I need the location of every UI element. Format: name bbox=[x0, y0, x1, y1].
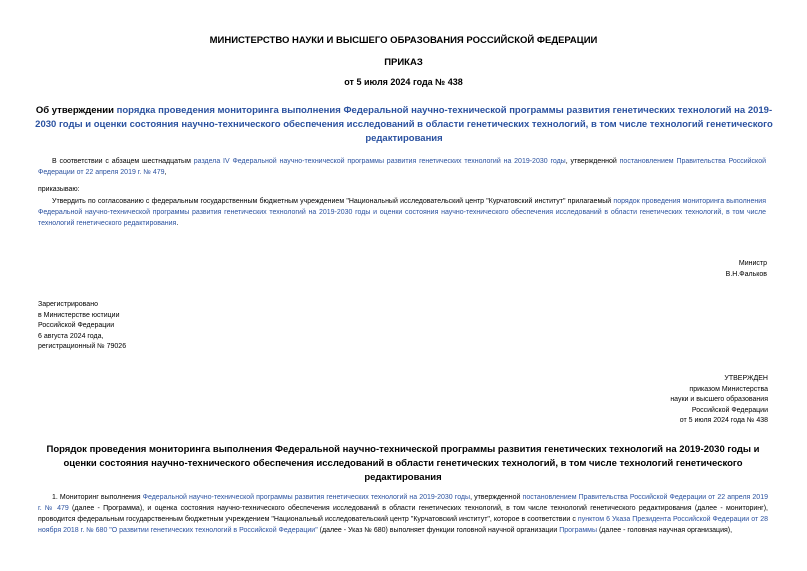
preamble-text-1: В соответствии с абзацем шестнадцатым bbox=[52, 158, 194, 165]
ministry-heading: МИНИСТЕРСТВО НАУКИ И ВЫСШЕГО ОБРАЗОВАНИЯ РОССИЙСКОЙ ФЕДЕРАЦИИ bbox=[209, 35, 598, 46]
preamble-text-3: , bbox=[164, 169, 167, 176]
presidential-decree-link[interactable]: пунктом 6 Указа Президента Российской Федерации от 28 ноября 2018 г. № 680 "О развитии генетических технологий в Российской Федерации" bbox=[38, 516, 768, 534]
program-link[interactable]: Федеральной научно-технической программы развития генетических технологий на 2019-2030 годы bbox=[142, 494, 471, 501]
registration-line: 6 августа 2024 года, bbox=[38, 332, 104, 340]
preamble-paragraph bbox=[38, 156, 766, 178]
procedure-text-5: (далее - головная научная организация), bbox=[597, 527, 733, 534]
government-decree-link[interactable]: постановлением Правительства Российской Федерации от 22 апреля 2019 г. № 479 bbox=[38, 494, 768, 512]
procedure-text-2: , утвержденной bbox=[470, 494, 523, 501]
registration-line: регистрационный № 79026 bbox=[38, 343, 127, 350]
registration-block bbox=[38, 300, 238, 353]
approval-line: науки и высшего образования bbox=[670, 396, 768, 403]
preamble-text-2: , утвержденной bbox=[565, 158, 620, 165]
approval-line: приказом Министерства bbox=[689, 385, 768, 393]
order-title-prefix: Об утверждении bbox=[35, 105, 117, 116]
procedure-link[interactable]: порядок проведения мониторинга выполнения Федеральной научно-технической программы развития генетических технологий на 2019-2030 годы и оценки состояния научно-технического обеспечения исследований в области генетических технологий, в том числе технологий генетического редактирования bbox=[38, 198, 766, 227]
registration-line: в Министерстве юстиции bbox=[38, 311, 120, 319]
procedure-text-1: 1. Мониторинг выполнения bbox=[52, 494, 143, 501]
program-short-link[interactable]: Программы bbox=[559, 527, 598, 534]
approval-line: УТВЕРЖДЕН bbox=[724, 375, 768, 382]
registration-line: Зарегистрировано bbox=[38, 301, 98, 308]
procedure-text-4: (далее - Указ № 680) выполняет функции головной научной организации bbox=[317, 527, 560, 534]
signature-position: Министр bbox=[738, 260, 767, 267]
approval-line: от 5 июля 2024 года № 438 bbox=[679, 417, 768, 424]
document-type: ПРИКАЗ bbox=[384, 57, 423, 68]
signature-block bbox=[640, 258, 767, 280]
approval-block bbox=[560, 374, 768, 427]
signature-name: В.Н.Фальков bbox=[725, 271, 767, 278]
approve-text-2: . bbox=[176, 220, 179, 227]
order-directive: приказываю: bbox=[38, 186, 80, 193]
procedure-paragraph-1 bbox=[38, 492, 768, 536]
order-title bbox=[28, 104, 780, 146]
procedure-title: Порядок проведения мониторинга выполнения Федеральной научно-технической программы развития генетических технологий на 2019-2030 годы и оценки состояния научно-технического обеспечения исследований в области генетических технологий, в том числе технологий генетического редактирования bbox=[46, 444, 760, 483]
program-section-link[interactable]: раздела IV Федеральной научно-технической программы развития генетических технологий на 2019-2030 годы bbox=[193, 158, 566, 165]
order-title-link[interactable]: порядка проведения мониторинга выполнения Федеральной научно-технической программы развития генетических технологий на 2019-2030 годы и оценки состояния научно-технического обеспечения исследований в области генетических технологий, в том числе технологий генетического редактирования bbox=[35, 105, 773, 144]
government-decree-link[interactable]: постановлением Правительства Российской Федерации от 22 апреля 2019 г. № 479 bbox=[38, 158, 766, 176]
registration-line: Российской Федерации bbox=[38, 322, 115, 329]
document-date-number: от 5 июля 2024 года № 438 bbox=[344, 77, 463, 87]
approval-line: Российской Федерации bbox=[691, 406, 768, 414]
procedure-text-3: (далее - Программа), и оценка состояния научно-технического обеспечения исследований в области генетических технологий, в том числе технологий генетического редактирования (далее - мониторинг), проводится федеральным государственным бюджетным учреждением "Национальный исследовательский центр "Курчатовский институт", которое в соответствии с bbox=[38, 505, 768, 523]
approve-paragraph bbox=[38, 196, 766, 229]
approve-text-1: Утвердить по согласованию с федеральным государственным бюджетным учреждением "Национальный исследовательский центр "Курчатовский институт" прилагаемый bbox=[52, 198, 614, 205]
